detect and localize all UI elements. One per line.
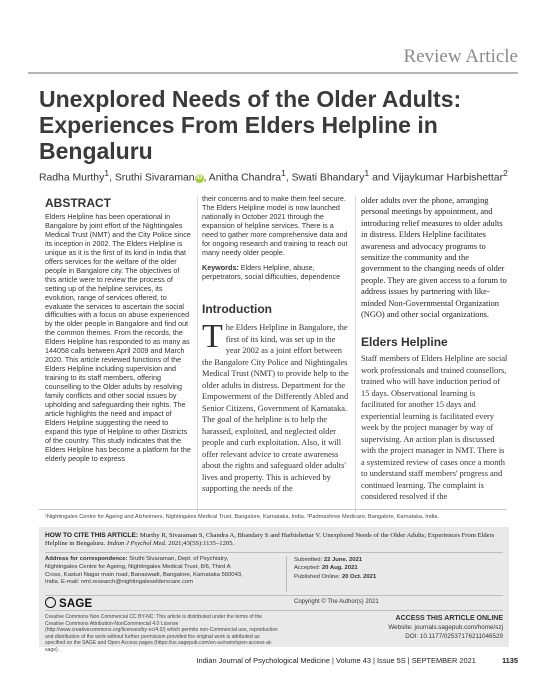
separator: , — [203, 172, 207, 184]
cite-ref: 2021;43(5S):1135–1205. — [168, 540, 235, 548]
affiliation-mark: 1 — [364, 168, 370, 178]
published-date: 20 Oct. 2021 — [341, 573, 377, 580]
sage-logo-icon — [45, 597, 56, 608]
cite-label: HOW TO CITE THIS ARTICLE: — [45, 532, 139, 539]
separator: , — [285, 172, 289, 184]
submitted-date: 22 June. 2021 — [323, 557, 363, 563]
access-heading: ACCESS THIS ARTICLE ONLINE — [395, 615, 503, 622]
affiliation-mark: 1 — [104, 168, 110, 178]
article-dates — [294, 556, 494, 581]
accepted-label: Accepted: — [294, 565, 321, 572]
author-list — [39, 168, 529, 183]
affiliation-mark: 1 — [281, 168, 286, 178]
header-rule — [28, 72, 518, 74]
abstract-text: Elders Helpline has been operational in Bangalore by joint effort of the Nightingales Medical Trust (NMT) and the City Police since its inception in 2002. The Elders Helpline is unique as it is the first of its kind in India that offers services for the welfare of the older people in Bangalore city. The objectives of this article were to review the process of setting up of the helpline services, its evolution, range of services offered, to evaluate the services to ascertain the social difficulties with a focus on abuse experienced by the older people in Bangalore and find out the common themes. From the records, the Elders Helpline has responded to as many as 144058 calls between April 2009 and March 2020. This article reviewed functions of the Elders Helpline including supervision and training to its staff members, offering counselling to the Older adults by resolving family conflicts and other social issues by upholding and safeguarding their rights. The article highlights the need and impact of Elders Helpline suggesting the need to expand this type of Helpline to other Districts of the country. This study indicates that the Elders Helpline has become a platform for the elderly people to express — [45, 212, 191, 463]
abstract-column-2 — [202, 195, 350, 282]
author-name: Swati Bhandary — [291, 172, 365, 184]
sage-logo — [45, 597, 92, 610]
affiliation-mark: 2 — [503, 168, 508, 178]
box-divider — [45, 552, 503, 553]
elders-helpline-text: Staff members of Elders Helpline are social work professionals and trained counsellors, trained who will have induction period of 15 days. Observational learning is facilitated for another 15 days and experiential learning is facilitated every week by the project manager by way of supervising. An action plan is discussed with the project manager in NMT. There is a systemized review of cases once a month to understand staff members' progress and continued learning. The complaint is considered resolved if the — [361, 354, 508, 501]
page-footer — [0, 656, 518, 665]
cite-text: Murthy R, Sivaraman S, Chandra A, Bhandary S and Harbishettar V. Unexplored Needs of the Older Adults; Experiences From Elders Helpline in Bengaluru. — [45, 532, 495, 548]
correspondence-text: Sruthi Sivaraman, Dept. of Psychiatry, Nightingales Centre for Ageing, Nightingales Medical Trust, 8/6, Third A Cross, Kasturi Nagar main road, Banaswadi, Bangalore, Karnataka 560043, India. E-mail: nmt.research@nightingaleselderscare.com — [45, 556, 243, 586]
box-divider — [45, 595, 503, 596]
how-to-cite — [45, 532, 505, 549]
author-name: Vijaykumar Harbishettar — [392, 172, 504, 184]
keywords-text: Elders Helpline, abuse, perpetrators, social difficulties, dependence — [202, 262, 341, 281]
cite-journal: Indian J Psychol Med. — [107, 540, 167, 548]
published-label: Published Online: — [294, 573, 341, 580]
author-name: Sruthi Sivaraman — [114, 172, 195, 184]
introduction-paragraph: he Elders Helpline in Bangalore, the first of its kind, was set up in the year 2002 as a joint effort between the Bangalore City Police and Nightingales Medical Trust (NMT) to provide help to the older adults in distress. Department for the Empowerment of the Differently Abled and Senior Citizens, Government of Karnataka. The goal of the helpline is to help the harassed, exploited, and neglected older people and curb exploitation. Also, it will offer relevant advice to create awareness about the rights and safeguard older adults' lives and property. This is achieved by supporting the needs of the — [202, 323, 349, 493]
copyright: Copyright © The Author(s) 2021 — [294, 599, 379, 605]
box-divider — [45, 610, 503, 611]
elders-helpline-heading: Elders Helpline — [361, 335, 448, 349]
section-label: Review Article — [403, 46, 518, 67]
website-link[interactable]: Website: journals.sagepub.com/home/szj — [388, 624, 503, 631]
article-title: Unexplored Needs of the Older Adults: Experiences From Elders Helpline in Bengaluru — [39, 86, 462, 164]
affiliations: ¹Nightingales Centre for Ageing and Alzheimers, Nightingales Medical Trust, Bangalore, Karnataka, India. ²Padmashree Medicare, Bangalore, Karnataka, India. — [45, 514, 439, 520]
orcid-icon[interactable]: iD — [196, 175, 203, 182]
page-number: 1135 — [501, 656, 518, 665]
keywords-label: Keywords: — [202, 262, 239, 272]
accepted-date: 20 Aug. 2021 — [321, 565, 358, 572]
separator: , — [109, 172, 112, 184]
license-text: Creative Commons Non Commercial CC BY-NC: This article is distributed under the terms of the Creative Commons Attribution-NonCommercial 4.0 License (http://www.creativecommons.org/licenses/by-nc/4.0/) which permits non-Commercial use, reproduction and distribution of the work without further permission provided the original work is attributed as specified on the SAGE and Open Access pages (https://us.sagepub.com/en-us/nam/open-access-at-sage). — [45, 614, 278, 653]
introduction-heading: Introduction — [202, 302, 272, 316]
affiliation-rule — [39, 509, 507, 510]
doi-link[interactable]: DOI: 10.1177/02537176211046529 — [405, 633, 503, 640]
keywords — [202, 264, 350, 282]
author-name: Radha Murthy — [39, 172, 105, 184]
column-divider — [197, 195, 198, 513]
column-divider — [355, 195, 356, 513]
footer-journal: Indian Journal of Psychological Medicine | Volume 43 | Issue 5S | SEPTEMBER 2021 — [196, 656, 476, 665]
drop-cap: T — [202, 318, 223, 355]
submitted-label: Submitted: — [294, 557, 323, 563]
correspondence-label: Address for correspondence: — [45, 556, 128, 562]
introduction-text — [202, 318, 350, 495]
introduction-continued: older adults over the phone, arranging personal meetings by appointment, and introducing relief measures to older adults in distress. Elders Helpline facilitates awareness and advocacy programs to sensitize the community and the government to the changing needs of older people. They are given access to a forum to address issues by partnering with like-minded Non-Governmental Organization (NGO) and other social organizations. — [361, 196, 507, 320]
box-divider-vertical — [286, 556, 287, 592]
publisher-name: SAGE — [59, 598, 93, 610]
abstract-text-continued: their concerns and to make them feel secure. The Elders Helpline model is now launched nationally in October 2021 through the expansion of helpline services. There is a need to gather more comprehensive data and for ongoing research and training to reach out many needy older people. — [202, 194, 348, 257]
abstract-heading: ABSTRACT — [45, 196, 111, 210]
correspondence — [45, 556, 245, 587]
access-online — [294, 614, 503, 641]
author-connector: and — [372, 172, 390, 184]
author-name: Anitha Chandra — [208, 172, 282, 184]
